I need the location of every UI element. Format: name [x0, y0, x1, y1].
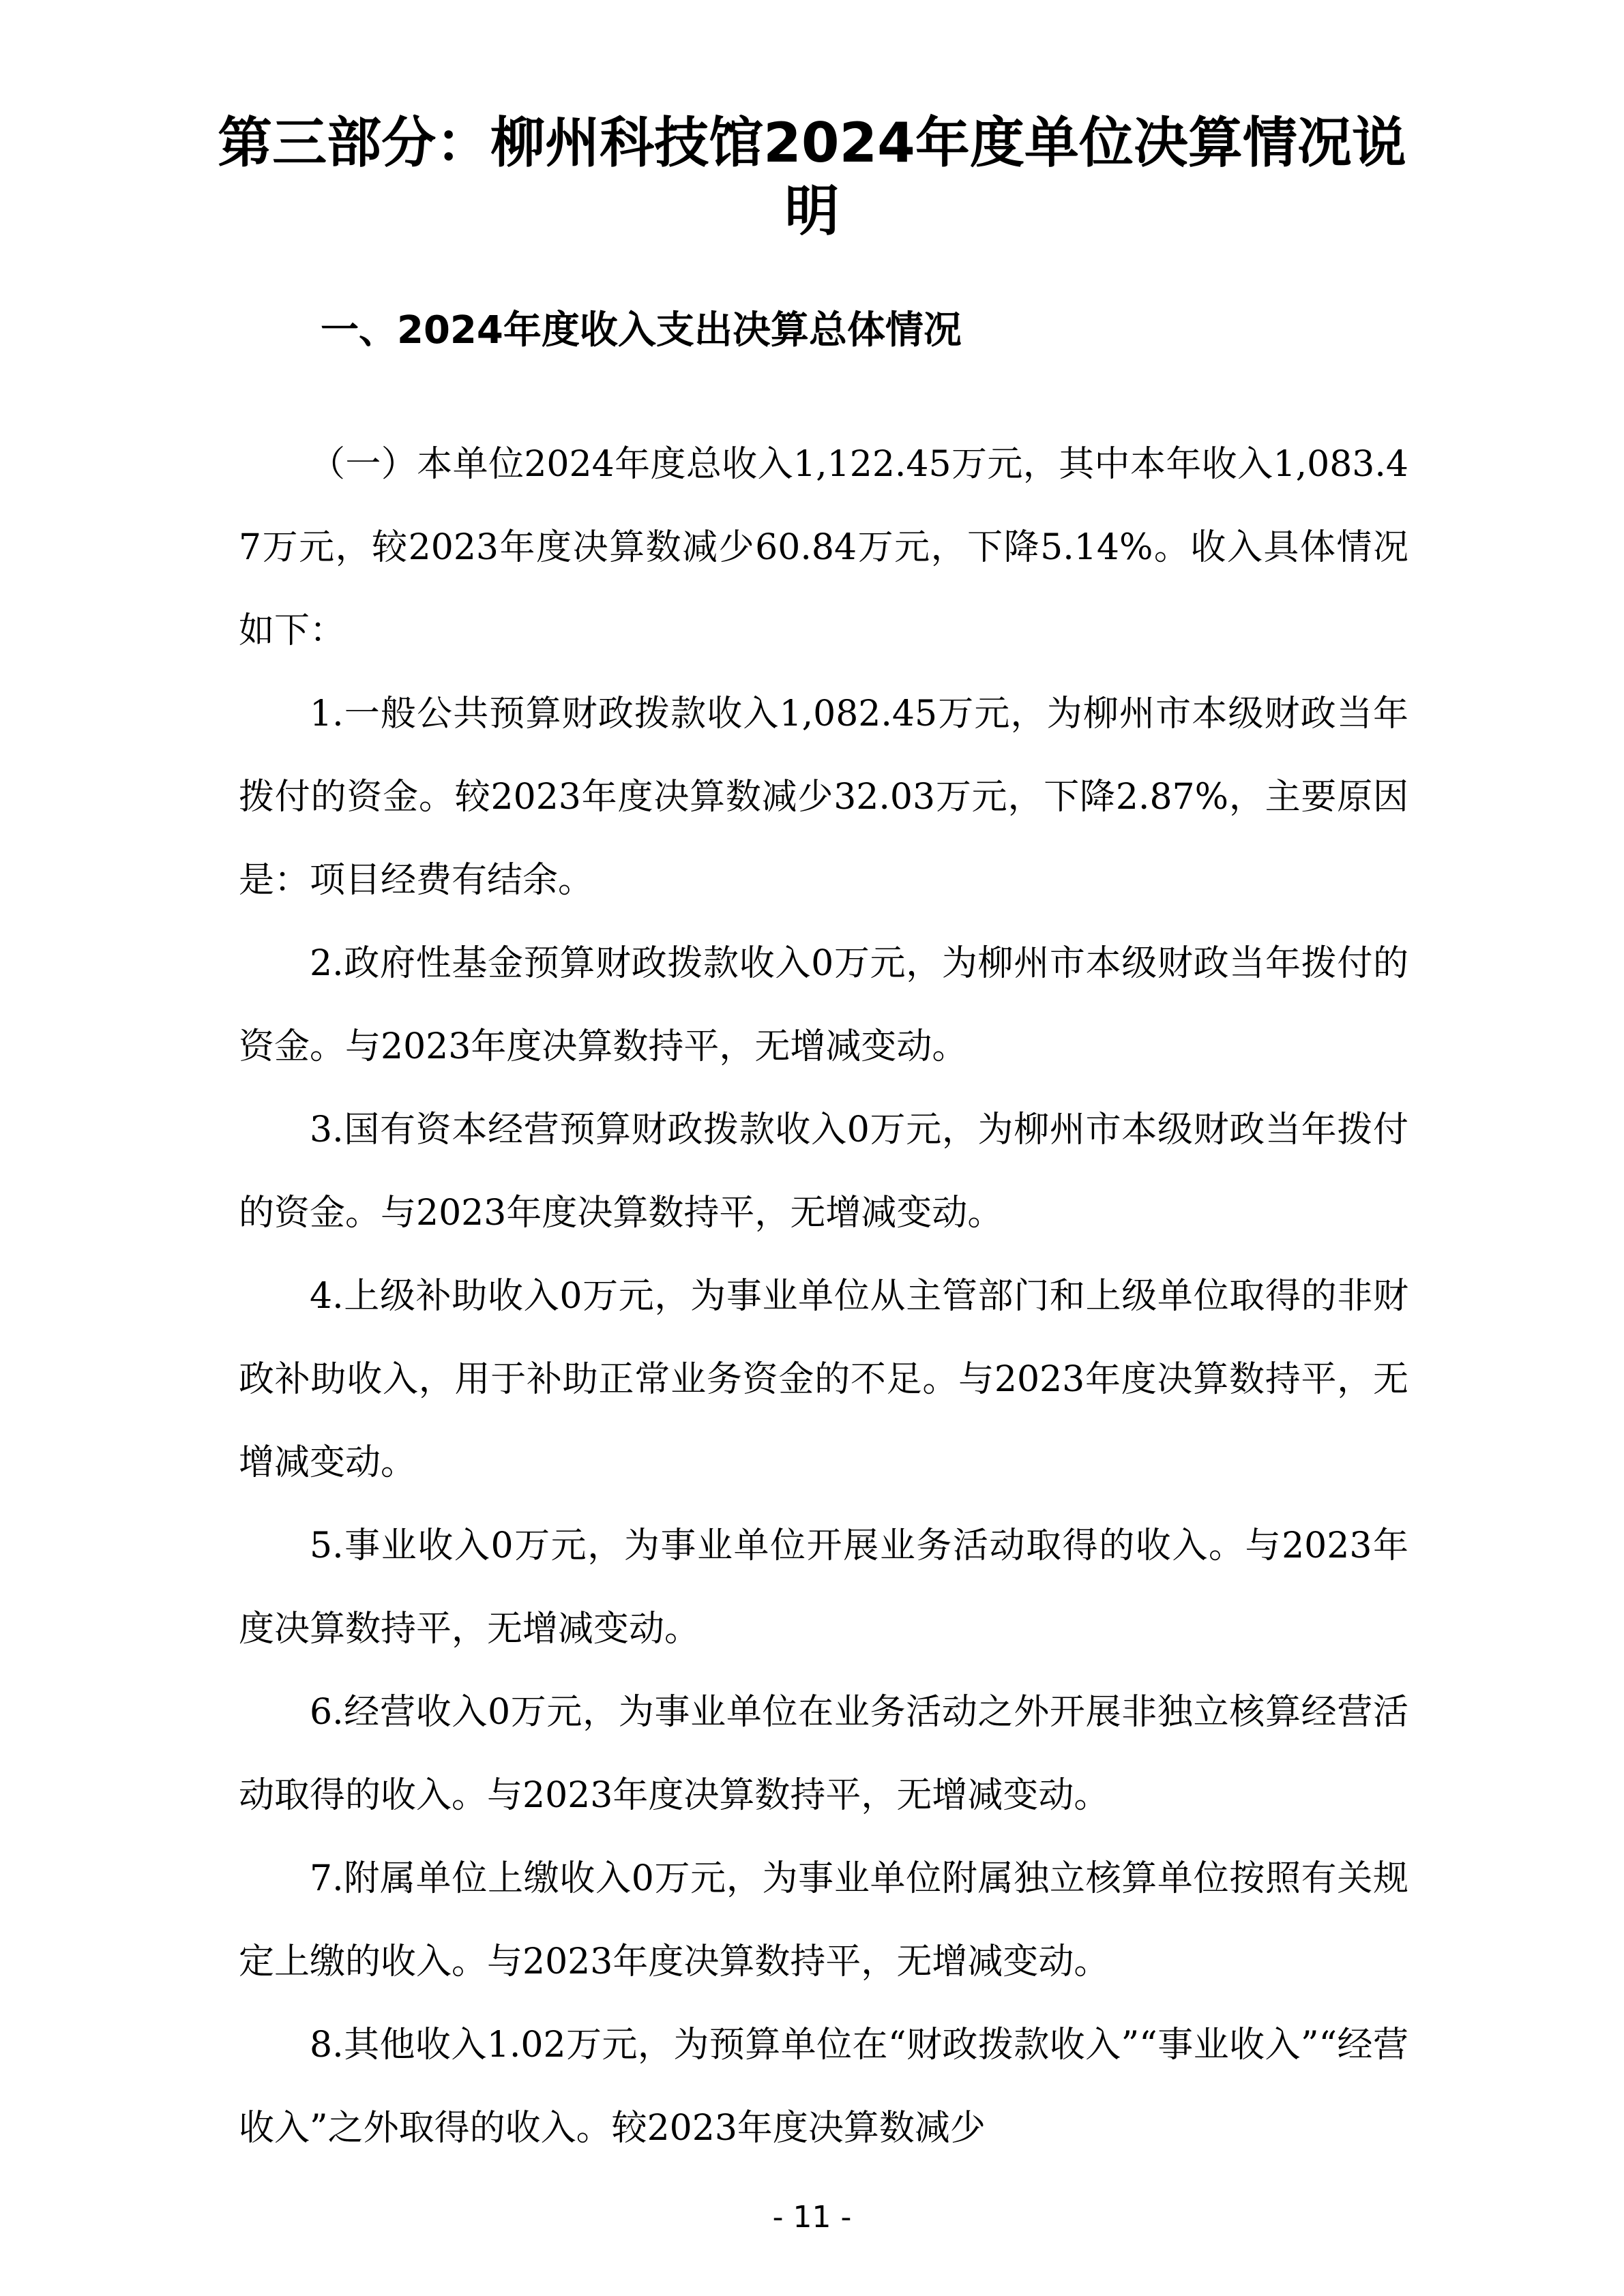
paragraph-superior-subsidy: 4.上级补助收入0万元，为事业单位从主管部门和上级单位取得的非财政补助收入，用于补助正常业务资金的不足。与2023年度决算数持平，无增减变动。 [239, 1276, 1408, 1483]
paragraph-total-income: （一）本单位2024年度总收入1,122.45万元，其中本年收入1,083.47万元，较2023年度决算数减少60.84万元，下降5.14%。收入具体情况如下： [239, 444, 1408, 651]
paragraph-general-budget: 1.一般公共预算财政拨款收入1,082.45万元，为柳州市本级财政当年拨付的资金。较2023年度决算数减少32.03万元，下降2.87%，主要原因是：项目经费有结余。 [239, 694, 1408, 901]
paragraph-government-fund: 2.政府性基金预算财政拨款收入0万元，为柳州市本级财政当年拨付的资金。与2023年度决算数持平，无增减变动。 [239, 943, 1408, 1067]
paragraph-business-income: 5.事业收入0万元，为事业单位开展业务活动取得的收入。与2023年度决算数持平，无增减变动。 [239, 1525, 1408, 1650]
paragraph-other-income: 8.其他收入1.02万元，为预算单位在“财政拨款收入”“事业收入”“经营收入”之外取得的收入。较2023年度决算数减少 [239, 2025, 1408, 2149]
document-body [239, 423, 1408, 2170]
paragraph-operating-income: 6.经营收入0万元，为事业单位在业务活动之外开展非独立核算经营活动取得的收入。与2023年度决算数持平，无增减变动。 [239, 1692, 1408, 1816]
page-number: - 11 - [772, 2200, 852, 2235]
paragraph-affiliate-remittance: 7.附属单位上缴收入0万元，为事业单位附属独立核算单位按照有关规定上缴的收入。与2023年度决算数持平，无增减变动。 [239, 1858, 1408, 1982]
section-heading: 一、2024年度收入支出决算总体情况 [321, 308, 962, 353]
paragraph-state-capital: 3.国有资本经营预算财政拨款收入0万元，为柳州市本级财政当年拨付的资金。与2023年度决算数持平，无增减变动。 [239, 1109, 1408, 1234]
document-title: 第三部分：柳州科技馆2024年度单位决算情况说明 [218, 111, 1406, 243]
